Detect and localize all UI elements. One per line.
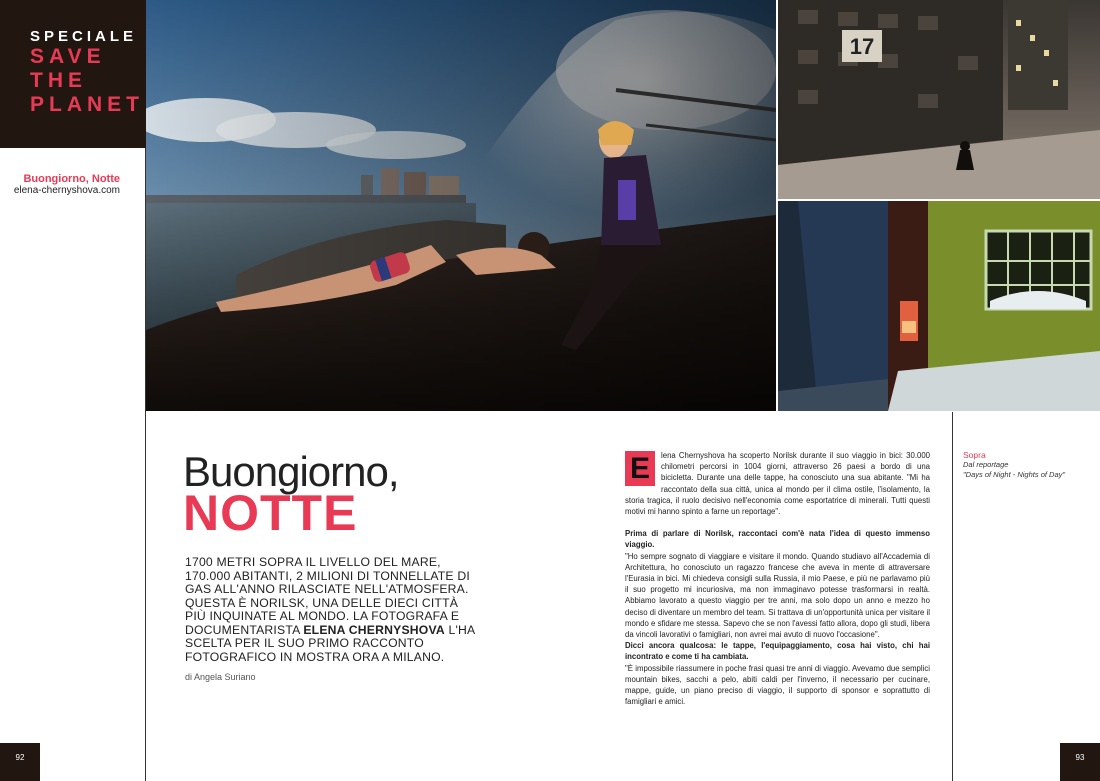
green-wall-photo — [778, 201, 1100, 411]
main-photo — [146, 0, 776, 411]
building-number: 17 — [849, 34, 875, 59]
credit-block — [0, 173, 120, 196]
page-number-left: 92 — [0, 743, 40, 781]
photo-gutter-horizontal — [778, 199, 1100, 201]
caption-label: Sopra — [963, 450, 986, 460]
photo-gutter-vertical — [776, 0, 778, 411]
page-number-right: 93 — [1060, 743, 1100, 781]
article-intro-text: lena Chernyshova ha scoperto Norilsk durante il suo viaggio in bici: 30.000 chilometri percorsi in 1004 giorni, attraverso 26 paesi a bordo di una bicicletta. Durante una delle tappe, ha conosciuto una sua abitante. "Mi ha raccontato della sua città, unica al mondo per il clima ostile, l'isolamento, la storia tragica, il ruolo decisivo nell'economia come esportatrice di minerali. Tutti questi motivi mi hanno spinto a farne un reportage". — [625, 451, 930, 517]
credit-title: Buongiorno, Notte — [23, 173, 120, 185]
section-kicker: SPECIALE — [30, 28, 138, 45]
lede-tail: L'HA SCELTA PER IL SUO PRIMO RACCONTO FOTOGRAFICO IN MOSTRA ORA A MILANO. — [185, 622, 475, 664]
lede-text: 1700 METRI SOPRA IL LIVELLO DEL MARE, 170.000 ABITANTI, 2 MILIONI DI TONNELLATE DI GAS ALL'ANNO RILASCIATE NELL'ATMOSFERA. QUESTA È NORILSK, UNA DELLE DIECI CITTÀ PIÙ INQUINATE AL MONDO. LA FOTOGRAFA E DOCUMENTARISTA — [185, 555, 470, 637]
article-body — [625, 450, 930, 707]
section-line-1: SAVE — [30, 45, 106, 68]
question-1: Prima di parlare di Norilsk, raccontaci com'è nata l'idea di questo immenso viaggio. — [625, 529, 930, 550]
night-building-photo — [778, 0, 1100, 199]
caption-line-2: "Days of Night - Nights of Day" — [963, 469, 1066, 479]
answer-1: "Ho sempre sognato di viaggiare e visitare il mondo. Quando studiavo all'Accademia di Architettura, ho conosciuto un ragazzo francese che aveva in mente di attraversare l'Eurasia in bici. Mi chiedeva consigli sulla Russia, il mio Paese, e più ne parlavamo più il suo progetto mi incuriosiva, ma non immaginavo potesse trasformarsi in realtà. Abbiamo lavorato a questo viaggio per tre anni, ma solo dopo un anno e mezzo ho deciso di diventare un membro del team. Si trattava di un'opportunità unica per visitare il mondo e sfidare me stessa. Sapevo che se non l'avessi fatto allora, dopo gli studi, libera da vincoli lavorativi o famigliari, non avrei mai avuto di nuovo l'occasione". — [625, 551, 930, 640]
lede-paragraph — [185, 556, 475, 664]
section-badge — [0, 0, 146, 148]
byline: di Angela Suriano — [185, 672, 256, 682]
right-divider — [952, 412, 953, 781]
headline-line-1: Buongiorno, — [183, 448, 399, 495]
answer-2: "È impossibile riassumere in poche frasi quasi tre anni di viaggio. Avevamo due semplici mountain bikes, sacchi a pelo, abiti caldi per l'inverno, il necessario per cucinare, mappe, guide, un piano preciso di viaggio, il supporto di sponsor e soprattutto di famigliari e amici. — [625, 663, 930, 707]
credit-url[interactable]: elena-chernyshova.com — [13, 185, 120, 196]
drop-cap: E — [625, 451, 655, 486]
caption-line-1: Dal reportage — [963, 460, 1009, 469]
question-2: Dicci ancora qualcosa: le tappe, l'equipaggiamento, cosa hai visto, chi hai incontrato e come ti ha cambiata. — [625, 641, 930, 662]
section-line-2: THE — [30, 69, 87, 92]
headline-line-2: NOTTE — [183, 485, 358, 541]
section-line-3: PLANET — [30, 93, 144, 116]
lede-name: ELENA CHERNYSHOVA — [303, 622, 445, 637]
article-intro — [625, 450, 930, 517]
photo-caption — [963, 450, 1093, 479]
